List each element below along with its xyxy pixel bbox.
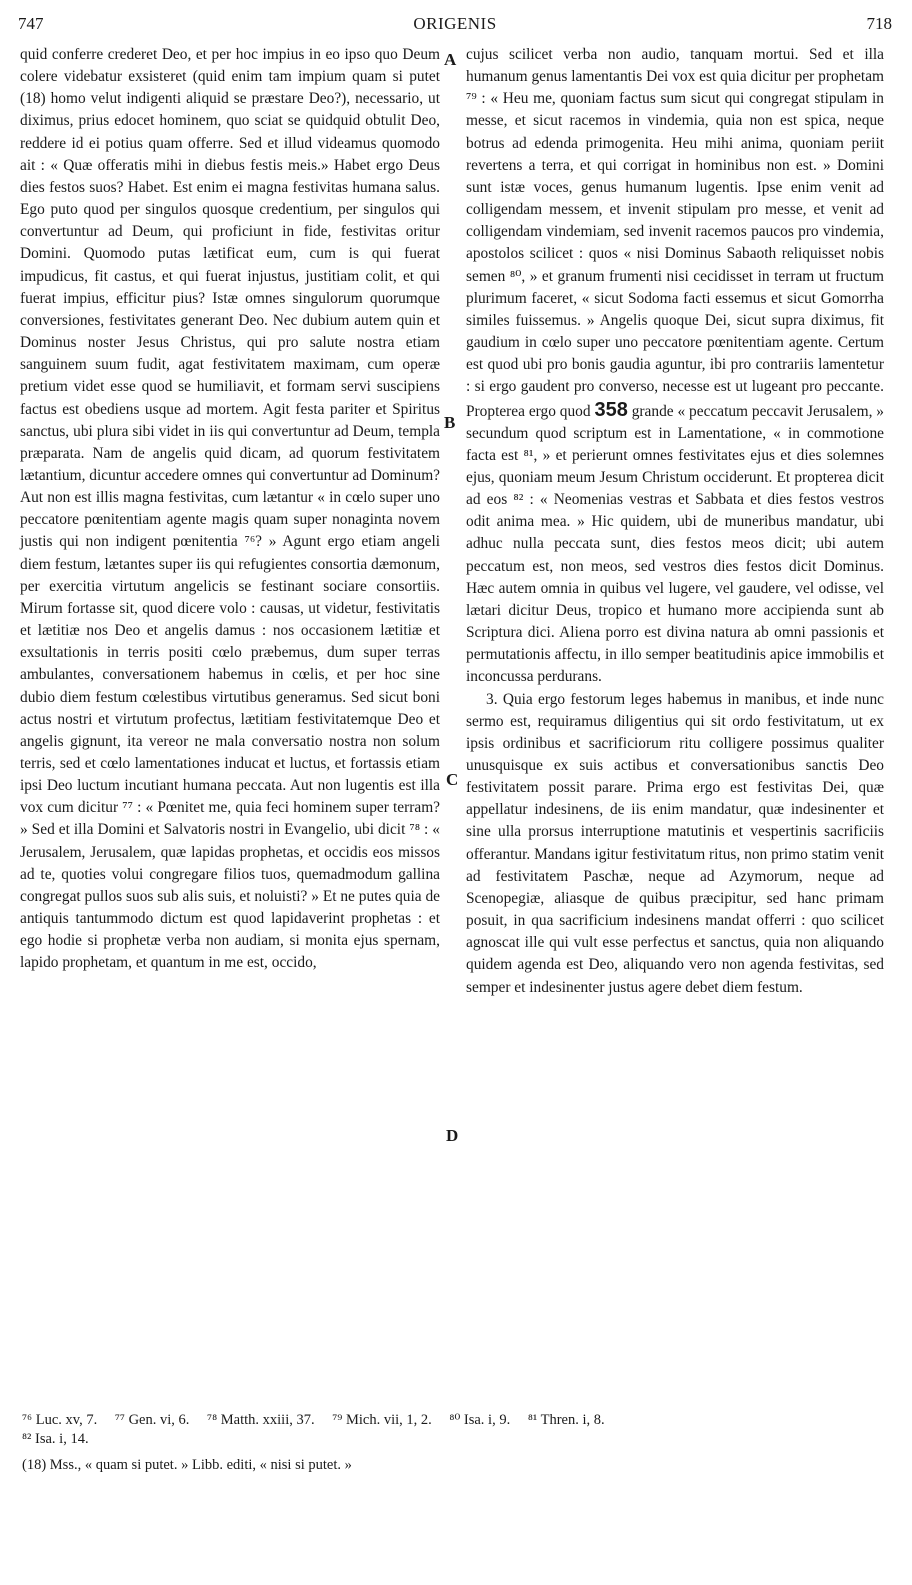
inline-page-number: 358 (594, 398, 628, 421)
editorial-note (22, 1456, 892, 1475)
footnote-76: ⁷⁶ Luc. xv, 7. (22, 1412, 98, 1428)
footnote-81: ⁸¹ Thren. i, 8. (527, 1412, 605, 1428)
right-paragraph-1-start: cujus scilicet verba non audio, tanquam mortui. Sed et illa humanum genus lamentantis Dei vox est quia dicitur per prophetam ⁷⁹ : « Heu me, quoniam factus sum sicut qui congregat stipulam in messe, et sicut racemos in vindemia, quia non est spica, neque botrus ad edenda primogenita. Heu mihi anima, quoniam periit revertens a terra, et qui corrigat in hominibus non est. » Domini sunt istæ voces, genus humanum lugentis. Ipse enim venit ad colligendam messem, et invenit stipulam pro messe, et venit ad colligendam vindemiam, sed invenit racemos paucos pro vindemia, apostolos scilicet : quos « nisi Dominus Sabaoth reliquisset nobis semen ⁸⁰, » et granum frumenti nisi cecidisset in terram ut fructum plurimum faceret, « sicut Sodoma facti essemus et sicut Gomorrha similes fuissemus. » Angelis quoque Dei, sicut supra diximus, fit gaudium in cœlo super uno peccatore pœnitentiam agente. Certum est quod ubi pro bonis gaudia aguntur, ibi pro contrariis lamentetur : si ergo gaudent pro converso, necesse est ut lugeant pro peccante. Propterea ergo quod (466, 46, 884, 420)
left-column (20, 44, 440, 975)
note-18: (18) Mss., « quam si putet. » Libb. editi, « nisi si putet. » (22, 1457, 352, 1473)
page-number-right: 718 (866, 14, 892, 33)
footnote-78: ⁷⁸ Matth. xxiii, 37. (207, 1412, 315, 1428)
left-column-text: quid conferre crederet Deo, et per hoc impius in eo ipso quo Deum colere videbatur exsisteret (quid enim tam impium quam si putet (18) homo velut indigenti aliquid se præstare Deo?), necessario, ut diximus, prius edocet hominem, quo sciat se quidquid obtulit Deo, reddere id ei potius quam offerre. Sed et illud videamus quomodo ait : « Quæ offeratis mihi in diebus festis meis.» Habet ergo Deus dies festos suos? Habet. Est enim ei magna festivitas humana salus. Ego puto quod per singulos quosque credentium, per singulos qui convertuntur ad Deum, qui proficiunt in fide, festivitas oritur Domini. Quomodo putas lætificat eum, cum is qui fuerat impudicus, fit castus, et qui fuerat injustus, justitiam colit, et qui fuerat impius, efficitur pius? Istæ omnes singulorum quorumque conversiones, festivitates generant Deo. Nec dubium autem quin et Dominus noster Jesus Christus, qui pro salute nostra etiam sanguinem suum fudit, agat festivitatem maximam, cum operæ pretium videt esse quod se humiliavit, et formam servi suscipiens factus est obediens usque ad mortem. Agit festa pariter et Spiritus sanctus, ubi plura sibi videt in iis qui convertuntur ad Deum, templa præparata. Nam de angelis quid dicam, ad quorum festivitatem lætantium, dicuntur accedere omnes qui convertuntur ad Dominum? Aut non est illis magna festivitas, cum lætantur « in cœlo super uno peccatore pœnitentiam agente magis quam super nonaginta novem justis qui non indigent pœnitentia ⁷⁶? » Agunt ergo etiam angeli diem festum, lætantes super iis qui refugientes consortia dæmonum, per exercitia virtutum angelicis se festinant sociare consortiis. Mirum fortasse sit, quod dicere volo : causas, ut videtur, festivitatis et lætitiæ nos Deo et angelis damus : nos occasionem lætitiæ et exsultationis in terris positi cœlo præbemus, dum super terras ambulantes, conversationem habemus in cœlis, et per hoc sine dubio diem festum cœlestibus virtutibus generamus. Sed sicut boni actus nostri et virtutum profectus, lætitiam festivitatemque Deo et angelis gignunt, ita vereor ne mala conversatio nostra non solum terris, sed et cœlo lamentationes inducat et luctus, et fortassis etiam ipsi Deo luctum incutiant humana peccata. Aut non lugentis est illa vox cum dicitur ⁷⁷ : « Pœnitet me, quia feci hominem super terram? » Sed et illa Domini et Salvatoris nostri in Evangelio, ubi dicit ⁷⁸ : « Jerusalem, Jerusalem, quæ lapidas prophetas, et occidis eos missos ad te, quoties volui congregare filios tuos, quemadmodum gallina congregat pullos suos sub alis suis, et noluisti? » Et ne putes quia de antiquis tantummodo dictum est quod lapidaverint prophetas : et ego hodie si prophetæ verba non audiam, si monita ejus spernam, lapido prophetam, et quantum in me est, occido, (20, 46, 440, 972)
margin-marker-d: D (446, 1126, 459, 1145)
right-paragraph-1 (466, 44, 884, 689)
running-header (18, 14, 892, 38)
margin-marker-c: C (446, 770, 459, 789)
margin-marker-b: B (444, 413, 456, 432)
right-paragraph-2: 3. Quia ergo festorum leges habemus in manibus, et inde nunc sermo est, requiramus diligentius qui sit ordo festivitatum, ut ex ipsis ordinibus et sacrificiorum ritu colligere possimus qualiter unusquisque ex suis actibus et conversationibus sanctis Deo festivitatem possit parare. Prima ergo est festivitas Dei, quæ appellatur indesinens, de iis enim mandatur, quæ indesinenter et sine ulla prorsus interruptione matutinis et vespertinis sacrificiis offerantur. Mandans igitur festivitatum ritus, non primo statim venit ad festivitatem Paschæ, neque ad Azymorum, neque ad Scenopegiæ, aliasque de quibus præcipitur, sed hanc primam posuit, in qua sacrificium indesinens mandat offerri : quo scilicet agnoscat ille qui vult esse perfectus et sanctus, quia non aliquando quidem agenda est Deo, aliquando vero non agenda festivitas, sed semper et indesinenter justus agere debet diem festum. (466, 690, 884, 996)
footnotes (22, 1411, 892, 1449)
footnote-80: ⁸⁰ Isa. i, 9. (449, 1412, 511, 1428)
page-number-left: 747 (18, 14, 44, 33)
right-paragraph-1-end: grande « peccatum peccavit Jerusalem, » secundum quod scriptum est in Lamentatione, « in commotione facta est ⁸¹, » et perierunt omnes festivitates ejus et dies solemnes ejus, quoniam meum Jesum Christum occiderunt. Et propterea dicit ad eos ⁸² : « Neomenias vestras et Sabbata et dies festos vestros odit anima mea. » Hic quidem, ubi de muneribus mandatur, ubi adhuc nulla peccata sunt, dies festos meos dicit; ubi autem peccatum est, non meos, sed vestros dies festos dicit Dominus. Hæc autem omnia in quibus vel lugere, vel gaudere, vel odisse, vel lætari dicitur Deus, tropico et humano more accipienda sunt ab Scriptura dici. Aliena porro est divina natura ab omni passionis et permutationis affectu, in illo semper beatitudinis apice immobilis et inconcussa perdurans. (466, 402, 885, 686)
footnote-82: ⁸² Isa. i, 14. (22, 1431, 89, 1447)
footnote-79: ⁷⁹ Mich. vii, 1, 2. (332, 1412, 432, 1428)
running-title: ORIGENIS (413, 14, 497, 33)
right-column (466, 44, 884, 999)
footnote-77: ⁷⁷ Gen. vi, 6. (114, 1412, 190, 1428)
margin-marker-a: A (444, 50, 457, 69)
